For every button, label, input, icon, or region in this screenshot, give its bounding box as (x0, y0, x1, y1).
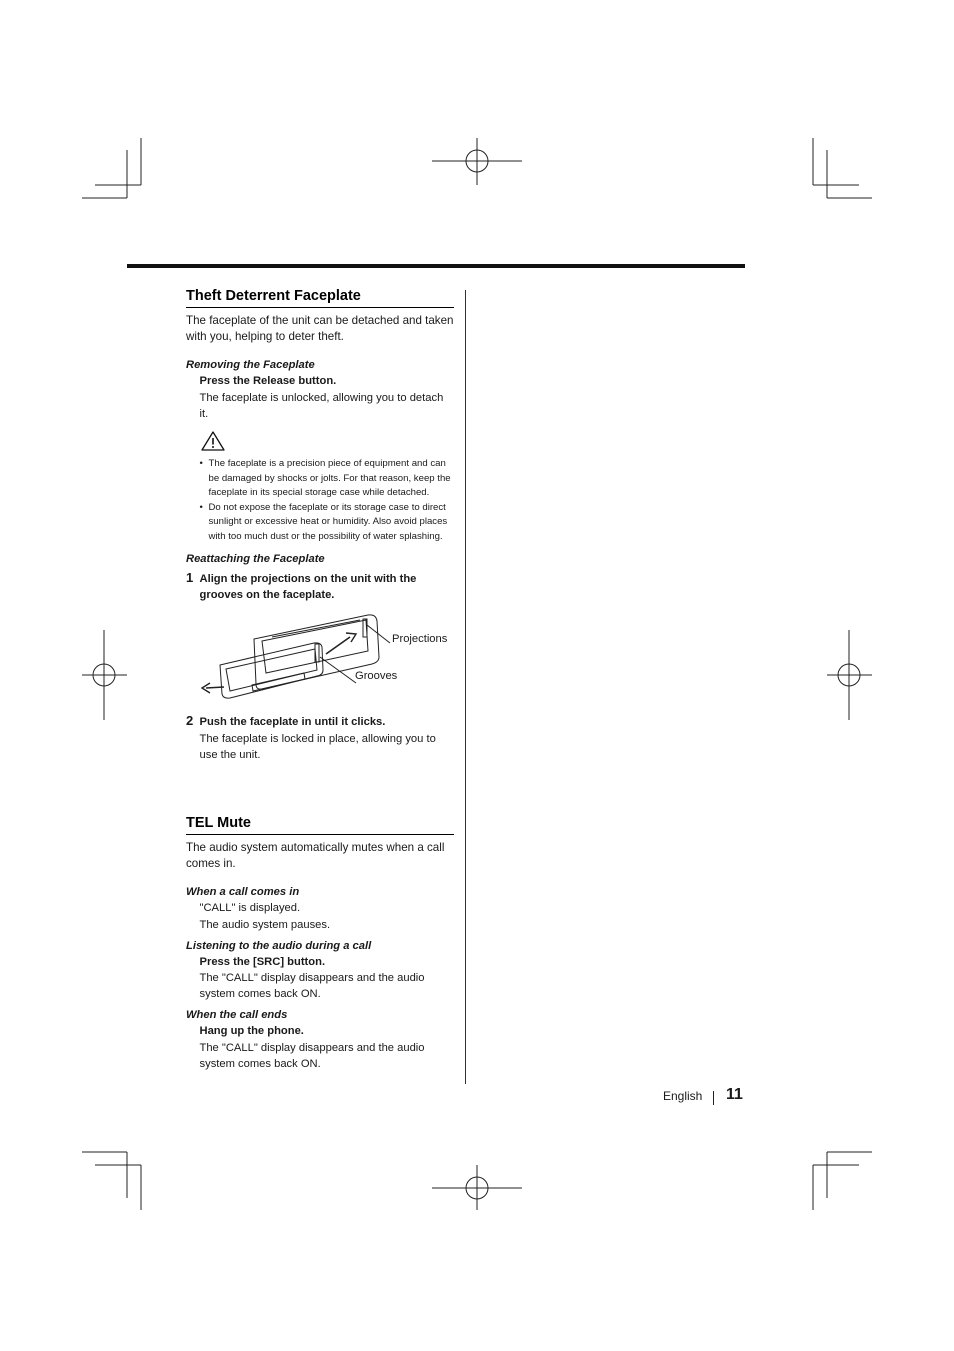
step-1 (186, 571, 454, 603)
caution-item: • The faceplate is a precision piece of equipment and can be damaged by shocks or jolts. For that reason, keep the faceplate in its special storage case while detached. (199, 458, 451, 499)
footer-language: English (663, 1089, 703, 1103)
call-ends-result: The "CALL" display disappears and the audio system comes back ON. (199, 1041, 425, 1070)
call-in-line-2: The audio system pauses. (199, 918, 331, 931)
tel-intro: The audio system automatically mutes when a call comes in. (186, 841, 445, 871)
step-number: 2 (186, 713, 194, 729)
removing-instruction: Press the Release button. (199, 375, 337, 388)
caution-block (186, 430, 454, 544)
listening-result: The "CALL" display disappears and the audio system comes back ON. (199, 972, 425, 1001)
listening-title: Listening to the audio during a call (186, 939, 372, 952)
caution-item: • Do not expose the faceplate or its storage case to direct sunlight or excessive heat or humidity. Also avoid places with too much dust or the possibility of water splashing. (199, 501, 448, 542)
step-number: 1 (186, 570, 194, 586)
call-in-title: When a call comes in (186, 886, 300, 899)
footer-separator (713, 1091, 714, 1105)
reattaching-title: Reattaching the Faceplate (186, 553, 325, 566)
projections-label: Projections (392, 633, 448, 646)
removing-title: Removing the Faceplate (186, 359, 315, 372)
header-rule (127, 264, 745, 268)
faceplate-illustration (186, 607, 454, 709)
step-1-text: Align the projections on the unit with the grooves on the faceplate. (199, 573, 417, 602)
listening-instruction: Press the [SRC] button. (199, 955, 326, 968)
removing-result: The faceplate is unlocked, allowing you to detach it. (199, 391, 444, 420)
theft-section (186, 287, 454, 763)
section-heading-tel: TEL Mute (186, 814, 454, 835)
page-number: 11 (726, 1086, 743, 1103)
tel-section (186, 814, 454, 1072)
grooves-label: Grooves (355, 670, 398, 683)
step-2 (186, 714, 454, 730)
faceplate-diagram (186, 607, 454, 709)
step-2-text: Push the faceplate in until it clicks. (199, 716, 386, 729)
step-2-result: The faceplate is locked in place, allowing you to use the unit. (199, 732, 436, 761)
column-divider (465, 290, 466, 1084)
theft-intro: The faceplate of the unit can be detached and taken with you, helping to deter theft. (186, 314, 454, 344)
call-in-line-1: "CALL" is displayed. (199, 902, 301, 915)
call-ends-title: When the call ends (186, 1009, 288, 1022)
section-heading-theft: Theft Deterrent Faceplate (186, 287, 454, 308)
call-ends-instruction: Hang up the phone. (199, 1025, 304, 1038)
warning-icon (200, 430, 226, 452)
